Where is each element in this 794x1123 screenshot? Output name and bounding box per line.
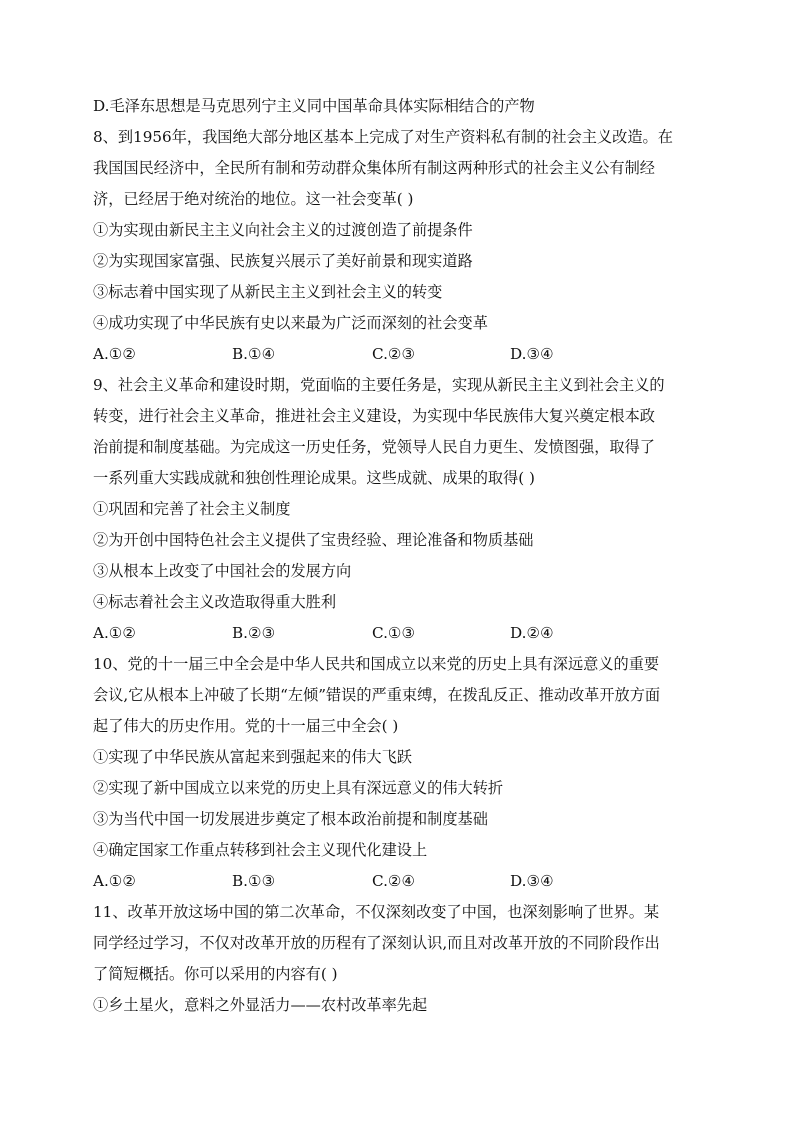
q10-stem-line: 起了伟大的历史作用。党的十一届三中全会( ) xyxy=(93,717,399,735)
q8-stem-line: 我国国民经济中，全民所有制和劳动群众集体所有制这两种形式的社会主义公有制经 xyxy=(93,159,655,177)
q9-option-c[interactable]: C.①③ xyxy=(372,624,416,642)
q9-item-1: ①巩固和完善了社会主义制度 xyxy=(93,500,291,518)
q9-stem-line: 9、社会主义革命和建设时期，党面临的主要任务是，实现从新民主主义到社会主义的 xyxy=(93,376,665,394)
q8-item-4: ④成功实现了中华民族有史以来最为广泛而深刻的社会变革 xyxy=(93,314,488,332)
q8-item-3: ③标志着中国实现了从新民主主义到社会主义的转变 xyxy=(93,283,443,301)
q8-options xyxy=(93,343,703,365)
q10-item-4: ④确定国家工作重点转移到社会主义现代化建设上 xyxy=(93,841,428,859)
q9-item-4: ④标志着社会主义改造取得重大胜利 xyxy=(93,593,336,611)
q10-stem-line: 会议,它从根本上冲破了长期“左倾”错误的严重束缚，在拨乱反正、推动改革开放方面 xyxy=(93,686,661,704)
q9-option-a[interactable]: A.①② xyxy=(93,624,137,642)
q8-option-b[interactable]: B.①④ xyxy=(232,345,276,363)
q10-options xyxy=(93,870,703,892)
q10-item-1: ①实现了中华民族从富起来到强起来的伟大飞跃 xyxy=(93,748,412,766)
q11-stem-line: 了简短概括。你可以采用的内容有( ) xyxy=(93,965,338,983)
q8-item-1: ①为实现由新民主主义向社会主义的过渡创造了前提条件 xyxy=(93,221,473,239)
q10-option-d[interactable]: D.③④ xyxy=(510,872,554,890)
q10-item-2: ②实现了新中国成立以来党的历史上具有深远意义的伟大转折 xyxy=(93,779,504,797)
q9-item-3: ③从根本上改变了中国社会的发展方向 xyxy=(93,562,352,580)
q8-item-2: ②为实现国家富强、民族复兴展示了美好前景和现实道路 xyxy=(93,252,473,270)
q11-stem-line: 11、改革开放这场中国的第二次革命，不仅深刻改变了中国，也深刻影响了世界。某 xyxy=(93,903,660,921)
q8-option-a[interactable]: A.①② xyxy=(93,345,137,363)
q8-stem-line: 8、到1956年，我国绝大部分地区基本上完成了对生产资料私有制的社会主义改造。在 xyxy=(93,128,673,146)
q9-options xyxy=(93,622,703,644)
q10-option-c[interactable]: C.②④ xyxy=(372,872,416,890)
q7-option-d: D.毛泽东思想是马克思列宁主义同中国革命具体实际相结合的产物 xyxy=(93,97,535,115)
q10-item-3: ③为当代中国一切发展进步奠定了根本政治前提和制度基础 xyxy=(93,810,488,828)
q10-option-a[interactable]: A.①② xyxy=(93,872,137,890)
q9-stem-line: 一系列重大实践成就和独创性理论成果。这些成就、成果的取得( ) xyxy=(93,469,535,487)
q11-item-1: ①乡土星火，意料之外显活力——农村改革率先起 xyxy=(93,996,428,1014)
q10-stem-line: 10、党的十一届三中全会是中华人民共和国成立以来党的历史上具有深远意义的重要 xyxy=(93,655,660,673)
q8-option-c[interactable]: C.②③ xyxy=(372,345,416,363)
q9-item-2: ②为开创中国特色社会主义提供了宝贵经验、理论准备和物质基础 xyxy=(93,531,534,549)
q9-option-d[interactable]: D.②④ xyxy=(510,624,554,642)
q9-stem-line: 治前提和制度基础。为完成这一历史任务，党领导人民自力更生、发愤图强，取得了 xyxy=(93,438,655,456)
q10-option-b[interactable]: B.①③ xyxy=(232,872,276,890)
q8-stem-line: 济，已经居于绝对统治的地位。这一社会变革( ) xyxy=(93,190,414,208)
q11-stem-line: 同学经过学习，不仅对改革开放的历程有了深刻认识,而且对改革开放的不同阶段作出 xyxy=(93,934,660,952)
q9-stem-line: 转变，进行社会主义革命，推进社会主义建设，为实现中华民族伟大复兴奠定根本政 xyxy=(93,407,655,425)
q8-option-d[interactable]: D.③④ xyxy=(510,345,554,363)
q9-option-b[interactable]: B.②③ xyxy=(232,624,276,642)
